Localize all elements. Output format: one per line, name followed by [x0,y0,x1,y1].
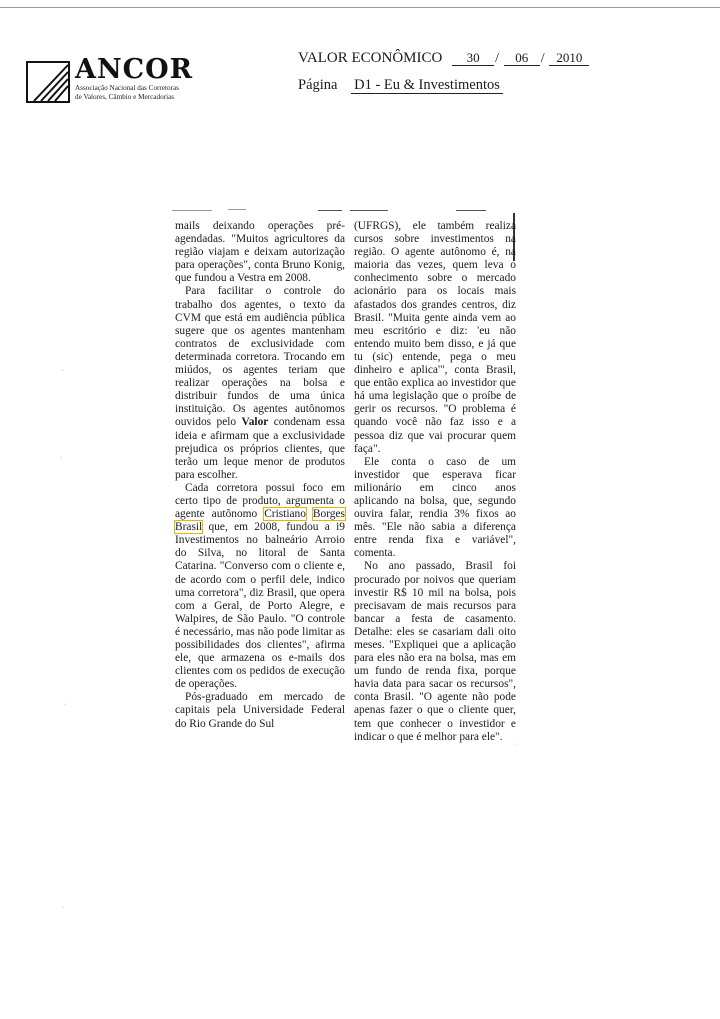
date-day: 30 [452,51,494,66]
ancor-logo-icon [26,61,70,103]
scan-speck: · [60,455,62,461]
article-column-2 [354,220,516,744]
article-column-1 [175,220,345,731]
logo-subtitle [75,84,179,101]
paragraph: Pós-graduado em mercado de capitais pela Universidade Federal do Rio Grande do Sul [175,691,345,730]
date-year: 2010 [549,51,589,66]
paragraph [175,285,345,481]
page-section: D1 - Eu & Investimentos [351,77,503,94]
paragraph: No ano passado, Brasil foi procurado por noivos que queriam investir R$ 10 mil na bolsa, pois precisavam de mais recursos para bancar a festa de casamento. Detalhe: eles se casariam dali oito meses. "Expliquei que a aplicação para eles não era na bolsa, mas em um fundo de renda fixa, porque havia data para sacar os recursos", conta Brasil. "O agente não pode apenas fazer o que o cliente quer, tem que conhecer o investidor e indicar o que é melhor para ele". [354,560,516,743]
logo-subtitle-line1: Associação Nacional das Corretoras [75,84,179,92]
header-page-line [298,77,503,94]
scan-speck: · [62,368,64,374]
date-separator: / [540,51,545,66]
source-name: VALOR ECONÔMICO [298,50,443,66]
paragraph: (UFRGS), ele também realiza cursos sobre investimentos na região. O agente autônomo é, na maioria das vezes, quem leva o conhecimento sobre o mercado acionário para os locais mais afastados dos grandes centros, diz Brasil. "Muita gente ainda vem ao meu escritório e diz: 'eu não entendo muito bem disso, e já que tu (sic) entende, pega o meu dinheiro e aplica'", conta Brasil, que então explica ao investidor que há uma legislação que o proíbe de gerir os recursos. "O problema é quando você não faz isso e a pessoa diz que vai procurar quem faça". [354,220,516,455]
paragraph-text: Cada corretora possui foco em certo tipo de produto, argumenta o agente autônomo [175,481,345,521]
scan-speck: · [62,905,64,911]
top-rule [0,7,720,8]
ancor-logo [26,54,236,110]
header-source-line [298,50,589,67]
paragraph: mails deixando operações pré-agendadas. "Muitos agricultores da região viajam e deixam autorização para operações", conta Bruno Konig, que fundou a Vestra em 2008. [175,220,345,285]
highlighted-name: Cristiano [264,508,306,521]
paragraph [175,482,345,692]
clipping-mark [350,210,388,211]
logo-name: ANCOR [75,54,194,85]
logo-subtitle-line2: de Valores, Câmbio e Mercadorias [75,92,175,101]
date-separator: / [495,51,499,66]
clipping-mark [456,210,486,211]
page-label: Página [298,77,338,93]
newspaper-name: Valor [241,416,269,429]
clipping-mark [172,210,212,211]
scan-speck: · [514,742,516,748]
paragraph: Ele conta o caso de um investidor que esperava ficar milionário em cinco anos aplicando na bolsa, que, segundo ouvira falar, rendia 3% fixos ao mês. "Ele não sabia a diferença entre renda fixa e variável", comenta. [354,455,516,560]
highlighted-name: Borges Brasil [175,508,345,534]
scan-speck: · [64,702,66,708]
clipping-mark [228,209,246,210]
paragraph-text: que, em 2008, fundou a i9 Investimentos no balneário Arroio do Silva, no litoral de Santa Catarina. "Converso com o cliente e, de acordo com o perfil dele, indico uma corretora", diz Brasil, que opera com a Geral, de Porto Alegre, e Walpires, de São Paulo. "O controle é necessário, mas não pode limitar as possibilidades dos clientes", afirma ele, que armazena os e-mails dos clientes com os pedidos de execução de operações. [175,521,345,691]
paragraph-text: condenam essa ideia e afirmam que a exclusividade prejudica os próprios clientes, que terão um leque menor de produtos para escolher. [175,416,345,481]
date-month: 06 [504,51,540,66]
clipping-mark [318,210,342,211]
paragraph-text: Para facilitar o controle do trabalho dos agentes, o texto da CVM que está em audiência pública sugere que os agentes mantenham contratos de exclusividade com determinada corretora. Trocando em miúdos, os agentes teriam que realizar operações na bolsa e distribuir fundos de uma única instituição. Os agentes autônomos ouvidos pelo [175,285,345,429]
